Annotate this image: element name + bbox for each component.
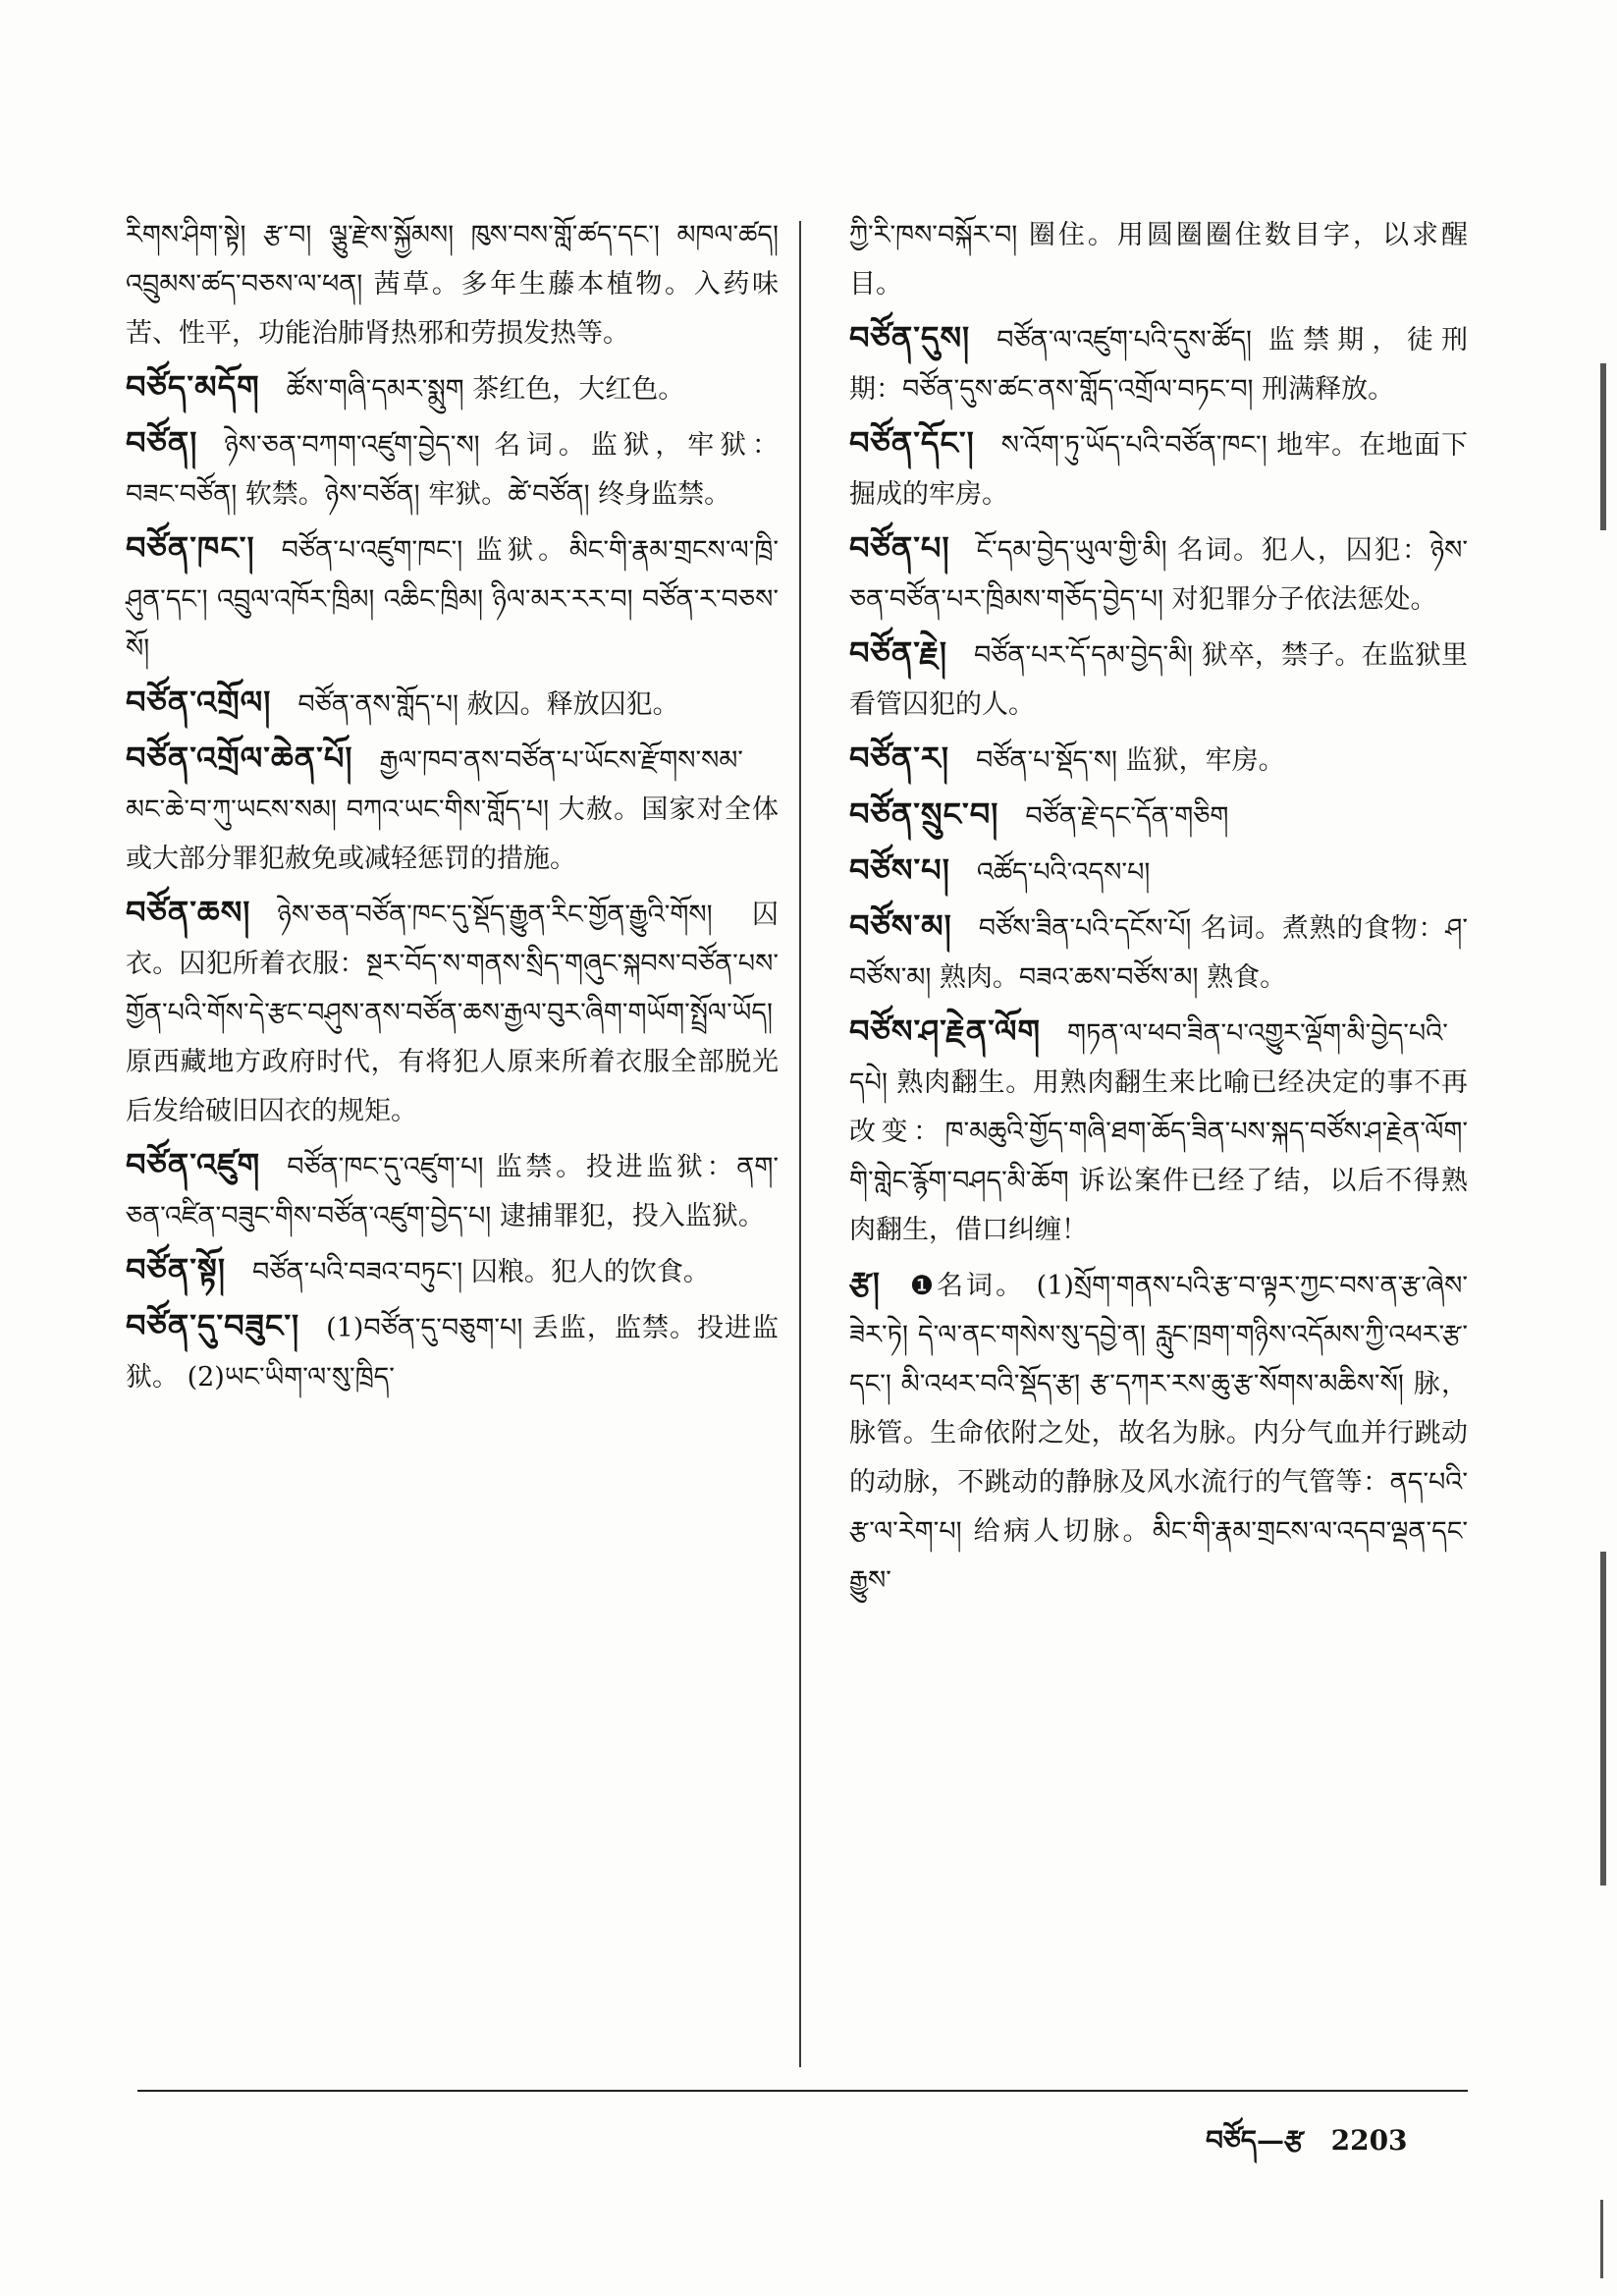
dictionary-entry [126,418,779,519]
entry-headword: བཙོན་པ། [849,529,950,567]
entry-definition: བཙོས་ཟིན་པའི་དངོས་པོ། 名词。煮熟的食物：ཤ་བཙོས་མ། 熟肉。བཟའ་ཆས་བཙོས་མ། 熟食。 [849,913,1468,993]
entry-definition: བཙོན་པ་འཛུག་ཁང་། 监狱。མིང་གི་རྣམ་གྲངས་ལ་ཁྲི་ཤུན་དང་། འབྲུལ་འཁོར་ཁྲིམ། འཆིང་ཁྲིམ། ཉིལ་མར་རར་བ། བཙོན་ར་བཅས་སོ། [126,535,779,664]
dictionary-entry [849,523,1468,625]
entry-headword: རྩ། [849,1265,881,1302]
entry-definition: ངོ་དམ་བྱེད་ཡུལ་གྱི་མི། 名词。犯人，囚犯：ཉེས་ཅན་བཙོན་པར་ཁྲིམས་གཅོད་བྱེད་པ། 对犯罪分子依法惩处。 [849,535,1468,615]
entry-definition: བཙོན་ལ་འཛུག་པའི་དུས་ཚོད། 监禁期，徒刑期：བཙོན་དུས་ཚང་ནས་གློད་འགྲོལ་བཏང་བ། 刑满释放。 [849,325,1468,405]
dictionary-entry [126,1140,779,1241]
dictionary-entry [126,211,779,358]
entry-headword: བཙོས་པ། [849,851,950,889]
dictionary-entry [849,734,1468,786]
entry-headword: བཙོན་སྟོ། [126,1251,227,1288]
entry-headword: བཙོན་དུས། [849,319,971,356]
entry-definition: ཉེས་ཅན་བཙོན་ཁང་དུ་སྡོད་རྒྱུན་རིང་གྱོན་རྒྱུའི་གོས། 囚衣。囚犯所着衣服：སྔར་བོད་ས་གནས་སྲིད་གཞུང་སྐབས་བཙོན་པས་གྱོན་པའི་གོས་དེ་རྩང་བཤུས་ནས་བཙོན་ཆས་རྒྱལ་བུར་ཞིག་གཡོག་སྤྲོལ་ཡོད། 原西藏地方政府时代，有将犯人原来所着衣服全部脱光后发给破旧囚衣的规矩。 [126,900,779,1126]
entry-headword: བཙོད་མདོག [126,368,260,406]
dictionary-entry [849,902,1468,1003]
left-column [126,211,779,1406]
entry-headword: བཙོན་ཁང་། [126,529,255,567]
entry-headword: བཙོན་འཛུག [126,1146,261,1183]
entry-headword: བཙོན། [126,424,198,462]
entry-definition: བཙོན་རྗེ་དང་དོན་གཅིག [1025,801,1229,832]
entry-headword: བཙོན་རྗེ། [849,634,947,672]
entry-definition: ས་འོག་ཏུ་ཡོད་པའི་བཙོན་ཁང་། 地牢。在地面下掘成的牢房。 [849,430,1468,510]
dictionary-entry [126,523,779,674]
page-footer [1188,2109,1408,2187]
entry-definition: (1)བཙོན་དུ་བཅུག་པ། 丢监，监禁。投进监狱。 (2)ཡང་ཡིག་ལ་སུ་ཁྲིད་ [126,1313,779,1393]
entry-definition: ཀྱི་རི་ཁས་བསྐོར་བ། 圈住。用圆圈圈住数目字，以求醒目。 [849,220,1468,300]
right-column [849,211,1468,1610]
entry-headword: བཙོན་ར། [849,739,949,777]
dictionary-entry [126,678,779,730]
dictionary-entry [126,888,779,1136]
entry-definition: བཙོན་པ་སྡོད་ས། 监狱，牢房。 [975,745,1285,776]
entry-headword: བཙོན་སྲུང་བ། [849,795,999,833]
dictionary-entry [126,1245,779,1297]
entry-definition: ❶名词。 (1)སྲོག་གནས་པའི་རྩ་བ་ལྟར་ཀྱང་བས་ན་རྩ་ཞེས་ཟེར་ཏེ། དེ་ལ་ནང་གསེས་སུ་དབྱེ་ན། རླུང་ཁྲག་གཉིས་འདོམས་ཀྱི་འཕར་རྩ་དང་། མི་འཕར་བའི་སྡོད་རྩ། རྩ་དཀར་རས་ཆུ་རྩ་སོགས་མཆིས་སོ། 脉，脉管。生命依附之处，故名为脉。内分气血并行跳动的动脉，不跳动的静脉及风水流行的气管等：ནད་པའི་རྩ་ལ་རེག་པ། 给病人切脉。མིང་གི་རྣམ་གྲངས་ལ་འདབ་ལྡན་དང་རྒྱུས་ [849,1271,1468,1596]
footer-guide-words: བཙོད—རྩ [1206,2124,1304,2157]
dictionary-entry [849,313,1468,414]
entry-definition: གཏན་ལ་ཕབ་ཟིན་པ་འགྱུར་ལྡོག་མི་བྱེད་པའི་དཔེ། 熟肉翻生。用熟肉翻生来比喻已经决定的事不再改变：ཁ་མཆུའི་གྱོད་གཞི་ཐག་ཆོད་ཟིན་པས་སྐད་བཙོས་ཤ་རྗེན་ལོག་གི་གླེང་རྙོག་བཤད་མི་ཆོག 诉讼案件已经了结，以后不得熟肉翻生，借口纠缠！ [849,1018,1468,1245]
entry-definition: བཙོན་ཁང་དུ་འཛུག་པ། 监禁。投进监狱：ནག་ཅན་འཛིན་བཟུང་གིས་བཙོན་འཛུག་བྱེད་པ། 逮捕罪犯，投入监狱。 [126,1152,779,1231]
dictionary-entry [126,362,779,414]
dictionary-entry [849,846,1468,898]
scan-mark [1600,2200,1603,2278]
dictionary-entry [849,418,1468,519]
column-divider [799,221,801,2067]
page-number: 2203 [1330,2124,1408,2157]
entry-definition: བཙོན་པའི་བཟའ་བཏུང་། 囚粮。犯人的饮食。 [252,1257,710,1287]
entry-definition: ཚོས་གཞི་དམར་སྨུག 茶红色，大红色。 [286,374,685,405]
scan-mark [1600,1552,1606,1886]
entry-definition: འཚོད་པའི་འདས་པ། [976,857,1151,888]
entry-headword: བཙོན་དུ་བཟུང་། [126,1307,300,1344]
dictionary-entry [849,1259,1468,1606]
footer-rule [137,2090,1468,2092]
dictionary-entry [126,1301,779,1402]
dictionary-entry [849,211,1468,309]
dictionary-entry [849,790,1468,842]
entry-definition: བཙོན་ནས་གློད་པ། 赦囚。释放囚犯。 [297,689,679,720]
dictionary-entry [849,1007,1468,1255]
entry-headword: བཙོན་དོང་། [849,424,975,462]
entry-definition: བཙོན་པར་དོ་དམ་བྱེད་མི། 狱卒，禁子。在监狱里看管囚犯的人。 [849,640,1468,720]
entry-headword: བཙོས་མ། [849,907,952,945]
entry-headword: བཙོན་འགྲོལ་ཆེན་པོ། [126,739,353,777]
entry-definition: ཉེས་ཅན་བཀག་འཛུག་བྱེད་ས། 名词。监狱，牢狱：བཟང་བཙོན། 软禁。ཉེས་བཙོན། 牢狱。ཚེ་བཙོན། 终身监禁。 [126,430,779,510]
entry-headword: བཙོན་ཆས། [126,894,251,931]
dictionary-entry [849,629,1468,730]
entry-definition: རྒྱལ་ཁབ་ནས་བཙོན་པ་ཡོངས་རྫོགས་སམ་མང་ཆེ་བ་ཀུ་ཡངས་སམ། བཀའ་ཡང་གིས་གློད་པ། 大赦。国家对全体或大部分罪犯赦免或减轻惩罚的措施。 [126,745,779,874]
scan-mark [1600,363,1606,530]
entry-headword: བཙོས་ཤ་རྗེན་ལོག [849,1012,1042,1050]
entry-definition: རིགས་ཤིག་སྟེ། རྩ་བ། ལྕུ་རྫེས་སྐྱོམས། ཁུས་བས་གློ་ཚད་དང་། མཁལ་ཚད། འབྲུམས་ཚད་བཅས་ལ་ཕན། 茜草。多年生藤本植物。入药味苦、性平，功能治肺肾热邪和劳损发热等。 [126,220,779,349]
dictionary-entry [126,734,779,884]
entry-headword: བཙོན་འགྲོལ། [126,683,272,721]
